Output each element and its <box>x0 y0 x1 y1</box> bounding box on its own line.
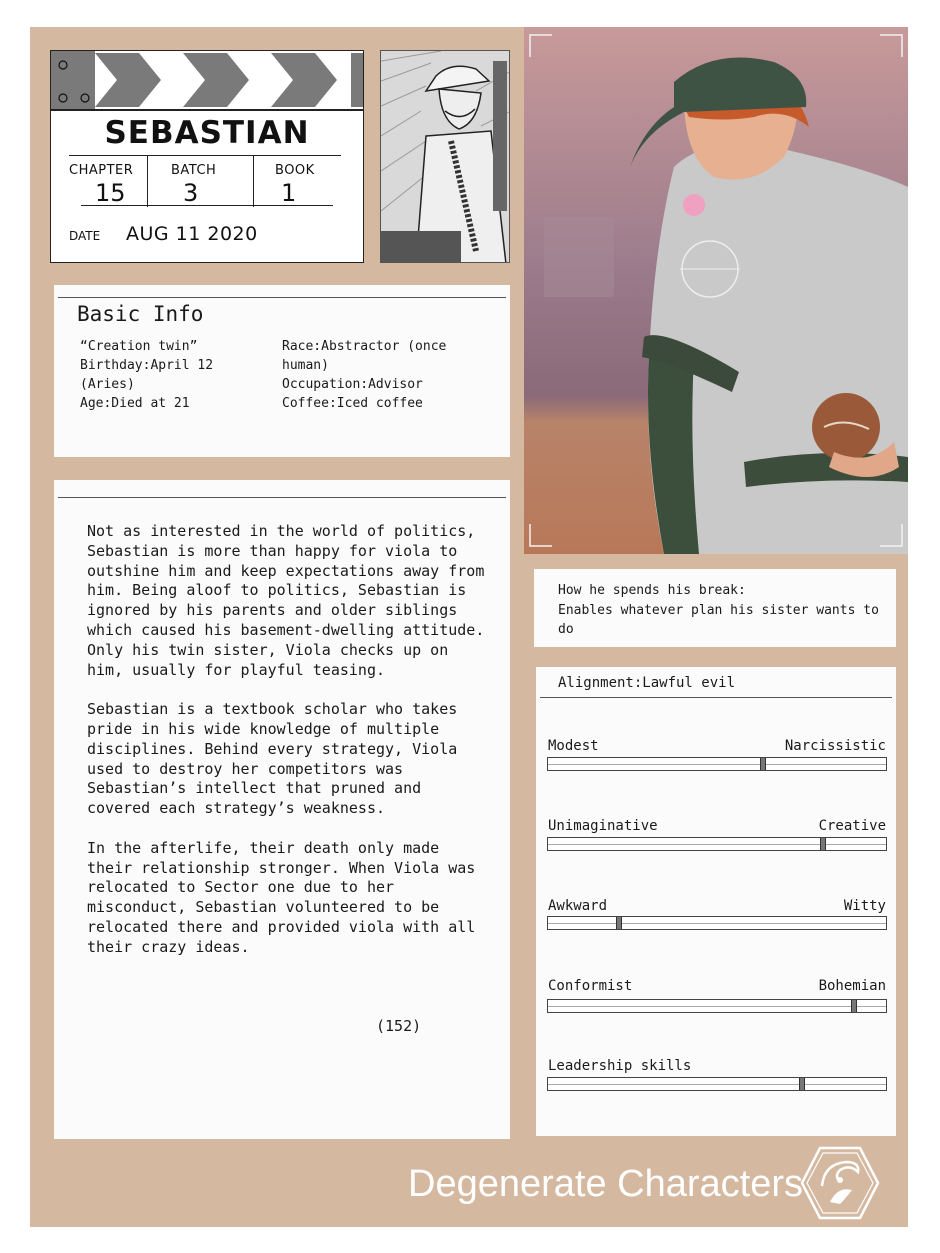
clapper-stripes <box>51 51 363 111</box>
clapperboard-card <box>50 50 364 263</box>
bio-panel <box>54 480 510 1139</box>
manga-panel-image <box>380 50 510 263</box>
slider-knob <box>616 917 622 929</box>
break-panel <box>534 569 896 647</box>
trait-left-label: Conformist <box>548 978 633 994</box>
trait-left-label: Awkward <box>548 898 608 914</box>
trait-left-label: Leadership skills <box>548 1058 692 1074</box>
date-label: DATE <box>69 229 101 243</box>
trait-right-label: Bohemian <box>818 978 886 994</box>
bio-paragraph-2: Sebastian is a textbook scholar who takes pride in his wide knowledge of multiple disciplines. Behind every strategy, Viola used to destroy her competitors was Sebastian’s intellect that pruned and covered each strategy’s weakness. <box>87 700 458 818</box>
clapper-divider-2 <box>253 155 254 207</box>
basic-info-left: “Creation twin” Birthday:April 12 (Aries) Age:Died at 21 <box>80 339 214 411</box>
character-name: SEBASTIAN <box>104 115 310 151</box>
alignment-text: Alignment:Lawful evil <box>558 675 736 691</box>
slider-knob <box>820 838 826 850</box>
portrait-image <box>524 27 908 554</box>
break-description: Enables whatever plan his sister wants to do <box>558 602 879 637</box>
traits-rule <box>540 697 892 698</box>
basic-info-title: Basic Info <box>77 302 204 326</box>
traits-panel <box>536 667 896 1136</box>
trait-left-label: Modest <box>548 738 599 754</box>
bio-rule <box>58 497 506 498</box>
break-text <box>558 581 888 640</box>
basic-info-right: Race:Abstractor (once human) Occupation:Advisor Coffee:Iced coffee <box>282 339 447 411</box>
trait-slider-modest-narcissistic <box>547 757 887 771</box>
chapter-label: CHAPTER <box>69 163 134 178</box>
batch-value: 3 <box>183 179 199 207</box>
word-count: (152) <box>376 1017 422 1035</box>
bio-paragraph-3: In the afterlife, their death only made their relationship stronger. When Viola was relocated to Sector one due to her misconduct, Sebastian volunteered to be relocated there and provided viola with all their crazy ideas. <box>87 838 476 956</box>
slider-knob <box>799 1078 805 1090</box>
date-value: AUG 11 2020 <box>126 223 258 245</box>
trait-right-label: Creative <box>818 818 886 834</box>
bio-paragraph-1: Not as interested in the world of politics, Sebastian is more than happy for viola to outshine him and keep expectations away from him. Being aloof to politics, Sebastian is ignored by his parents and older siblings which caused his basement-dwelling attitude. Only his twin sister, Viola checks up on him, usually for playful teasing. <box>87 522 485 679</box>
break-heading: How he spends his break: <box>558 583 746 598</box>
trait-left-label: Unimaginative <box>548 818 658 834</box>
trait-right-label: Witty <box>843 898 886 914</box>
basic-info-rule <box>58 297 506 298</box>
chapter-value: 15 <box>95 179 126 207</box>
clapper-divider-top <box>69 155 341 156</box>
slider-knob <box>760 758 766 770</box>
bio-text <box>87 522 487 977</box>
book-value: 1 <box>281 179 297 207</box>
slider-knob <box>851 1000 857 1012</box>
clapper-divider-1 <box>147 155 148 207</box>
trait-slider-conformist-bohemian <box>547 999 887 1013</box>
trait-right-label: Narcissistic <box>784 738 886 754</box>
book-label: BOOK <box>275 163 315 178</box>
trait-slider-leadership <box>547 1077 887 1091</box>
hexagon-logo-icon <box>800 1146 880 1220</box>
trait-slider-unimaginative-creative <box>547 837 887 851</box>
footer-brand: Degenerate Characters <box>408 1163 803 1205</box>
batch-label: BATCH <box>171 163 217 178</box>
basic-info-panel <box>54 285 510 457</box>
trait-slider-awkward-witty <box>547 916 887 930</box>
